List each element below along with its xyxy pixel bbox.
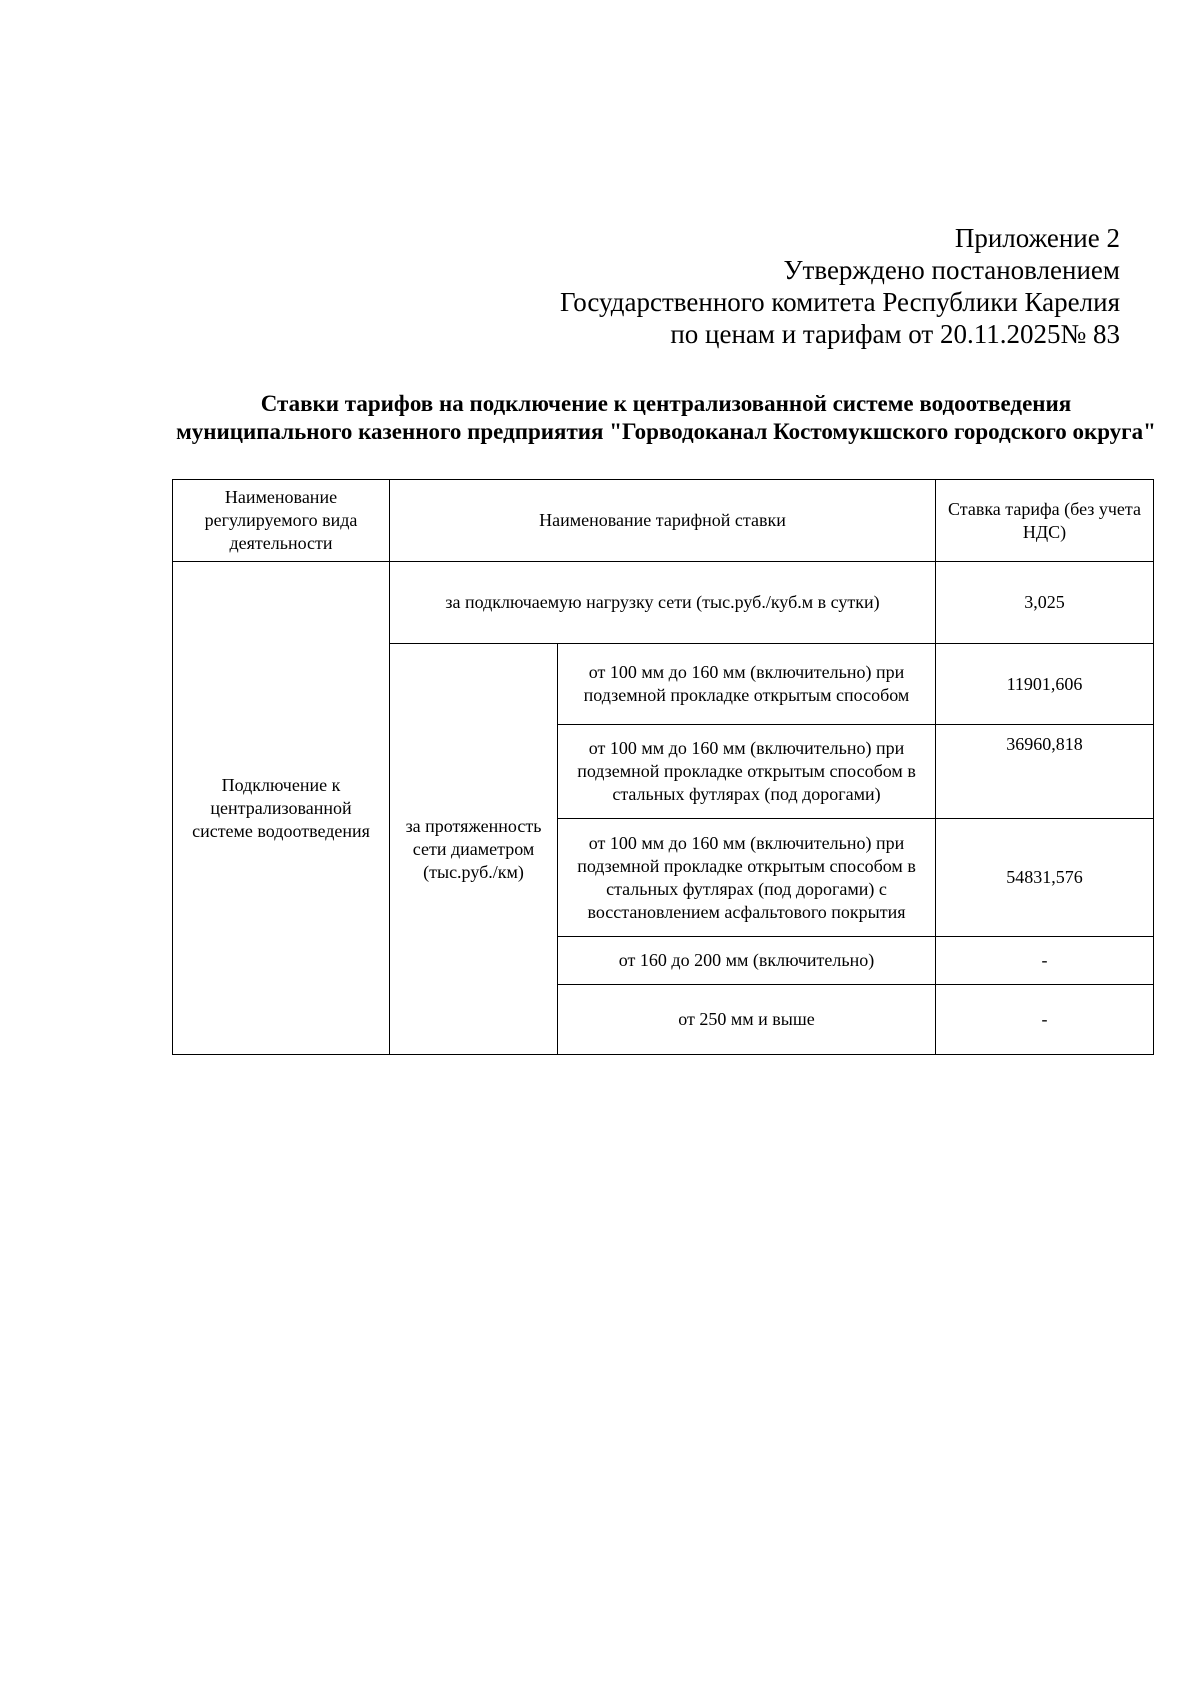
document-header <box>560 222 1120 350</box>
length-rate-label: от 100 мм до 160 мм (включительно) при подземной прокладке открытым способом в стальных футлярах (под дорогами) <box>558 725 936 819</box>
tariff-table <box>172 479 1154 1055</box>
length-rate-value: 11901,606 <box>936 644 1154 725</box>
table-header-row <box>173 480 1154 562</box>
committee-name: Государственного комитета Республики Карелия <box>559 287 1120 317</box>
load-rate-label: за подключаемую нагрузку сети (тыс.руб./куб.м в сутки) <box>390 562 936 644</box>
length-rate-value: - <box>936 985 1154 1055</box>
header-rate: Ставка тарифа (без учета НДС) <box>936 480 1154 562</box>
activity-cell: Подключение к централизованной системе водоотведения <box>173 562 390 1055</box>
header-activity: Наименование регулируемого вида деятельности <box>173 480 390 562</box>
table-row <box>173 562 1154 644</box>
length-rate-label: от 100 мм до 160 мм (включительно) при подземной прокладке открытым способом в стальных футлярах (под дорогами) с восстановлением асфальтового покрытия <box>558 819 936 937</box>
length-group-cell: за протяженность сети диаметром (тыс.руб./км) <box>390 644 558 1055</box>
length-rate-label: от 100 мм до 160 мм (включительно) при подземной прокладке открытым способом <box>558 644 936 725</box>
header-rate-name: Наименование тарифной ставки <box>390 480 936 562</box>
approval-line: Утверждено постановлением <box>783 255 1120 285</box>
length-rate-value: 36960,818 <box>936 725 1154 819</box>
length-rate-label: от 160 до 200 мм (включительно) <box>558 937 936 985</box>
length-rate-value: - <box>936 937 1154 985</box>
document-title: Ставки тарифов на подключение к централизованной системе водоотведения муниципального казенного предприятия "Горводоканал Костомукшского городского округа" <box>176 391 1156 444</box>
appendix-number: Приложение 2 <box>954 223 1120 253</box>
length-rate-label: от 250 мм и выше <box>558 985 936 1055</box>
resolution-date-number: по ценам и тарифам от 20.11.2025№ 83 <box>670 319 1120 349</box>
length-rate-value: 54831,576 <box>936 819 1154 937</box>
load-rate-value: 3,025 <box>936 562 1154 644</box>
